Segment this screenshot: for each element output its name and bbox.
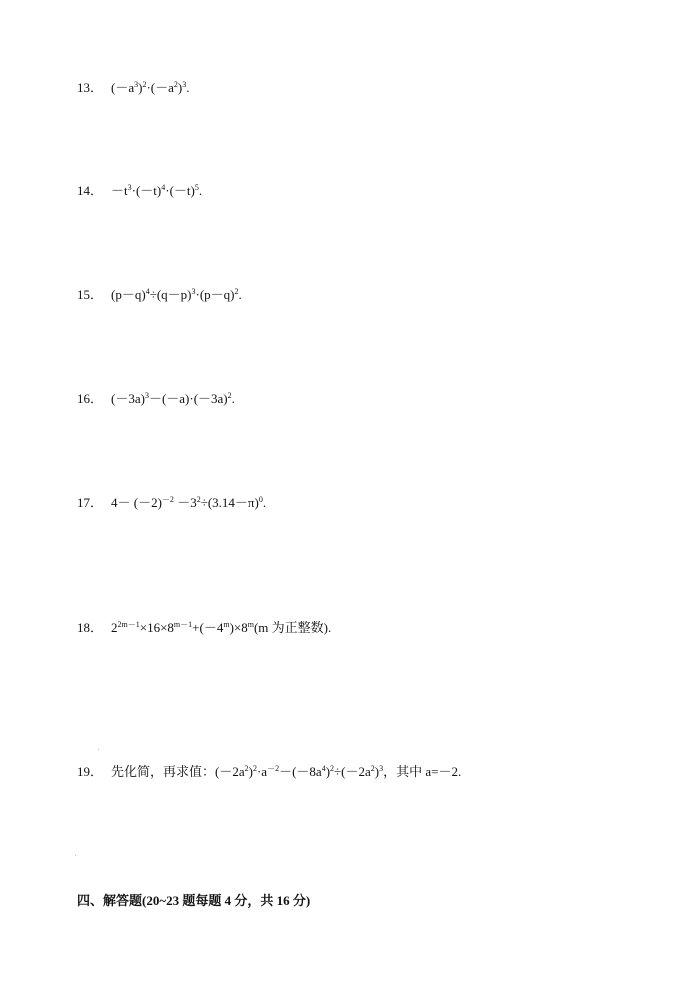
exponent: 3	[379, 764, 384, 773]
problem-19	[77, 764, 461, 780]
problem-14	[77, 183, 202, 199]
problem-number: 16．	[77, 391, 104, 406]
exponent: 3	[134, 80, 139, 89]
expression-text: －t	[111, 183, 128, 198]
expression-text: 4－ (－2)	[111, 495, 162, 510]
expression-text: ÷(－2a	[334, 764, 371, 779]
expression-text: .	[186, 80, 190, 95]
exponent: m	[223, 620, 230, 629]
exponent: 2	[173, 80, 178, 89]
problem-15	[77, 287, 242, 303]
exponent: 2	[227, 391, 232, 400]
expression-text: ÷(3.14－π)	[200, 495, 259, 510]
expression-text: ·(－t)	[165, 183, 195, 198]
exponent: －2	[267, 764, 280, 773]
exponent: 0	[258, 495, 263, 504]
exponent: 5	[194, 183, 199, 192]
problem-number: 18．	[77, 620, 104, 635]
problem-13	[77, 80, 190, 96]
exponent: 2	[142, 80, 147, 89]
expression-text: .	[262, 495, 267, 510]
expression-text: .	[198, 183, 203, 198]
expression-text: ·a	[256, 764, 268, 779]
expression-text: ·(p－q)	[195, 287, 235, 302]
exponent: m	[247, 620, 254, 629]
exponent: 4	[161, 183, 166, 192]
problem-number: 19．	[77, 764, 104, 779]
expression-text: +(－4	[192, 620, 224, 635]
expression-text: )×8	[229, 620, 248, 635]
exponent: m－1	[173, 620, 193, 629]
exponent: －2	[161, 495, 174, 504]
problem-17	[77, 495, 266, 511]
section-heading: 四、解答题(20~23 题每题 4 分，共 16 分)	[77, 893, 311, 908]
expression-text: (p－q)	[111, 287, 146, 302]
problem-number: 15．	[77, 287, 104, 302]
exponent: 2	[234, 287, 239, 296]
expression-text: .	[238, 287, 242, 302]
expression-text: ×16×8	[139, 620, 174, 635]
exponent: 2	[330, 764, 335, 773]
exponent: 2m－1	[117, 620, 140, 629]
expression-text: 2	[111, 620, 118, 635]
problem-number: 17．	[77, 495, 104, 510]
problem-18	[77, 620, 331, 636]
expression-text: (m 为正整数).	[253, 620, 332, 635]
expression-text: )	[177, 80, 183, 95]
exponent: 2	[370, 764, 375, 773]
exponent: 4	[321, 764, 326, 773]
expression-text: )	[248, 764, 253, 779]
expression-text: )	[374, 764, 380, 779]
expression-text: .	[231, 391, 235, 406]
expression-text: ·(－t)	[131, 183, 162, 198]
exponent: 2	[252, 764, 257, 773]
expression-text: (－3a)	[111, 391, 145, 406]
scan-speck	[98, 749, 99, 750]
scan-speck	[75, 855, 76, 856]
expression-text: －(－a)·(－3a)	[148, 391, 228, 406]
exponent: 3	[191, 287, 196, 296]
exponent: 3	[127, 183, 132, 192]
expression-text: －(－8a	[279, 764, 322, 779]
problem-16	[77, 391, 235, 407]
problem-number: 14．	[77, 183, 104, 198]
expression-text: ·(－a	[146, 80, 174, 95]
expression-text: －3	[173, 495, 197, 510]
exponent: 2	[196, 495, 201, 504]
expression-text: )	[325, 764, 331, 779]
expression-text: (－a	[111, 80, 135, 95]
exponent: 4	[145, 287, 150, 296]
exponent: 3	[144, 391, 149, 400]
problem-number: 13．	[77, 80, 104, 95]
exponent: 2	[244, 764, 249, 773]
expression-text: ，其中 a=－2.	[383, 764, 462, 779]
expression-text: ÷(q－p)	[149, 287, 192, 302]
expression-text: )	[138, 80, 143, 95]
expression-text: 先化简，再求值：(－2a	[111, 764, 245, 779]
exponent: 3	[182, 80, 187, 89]
